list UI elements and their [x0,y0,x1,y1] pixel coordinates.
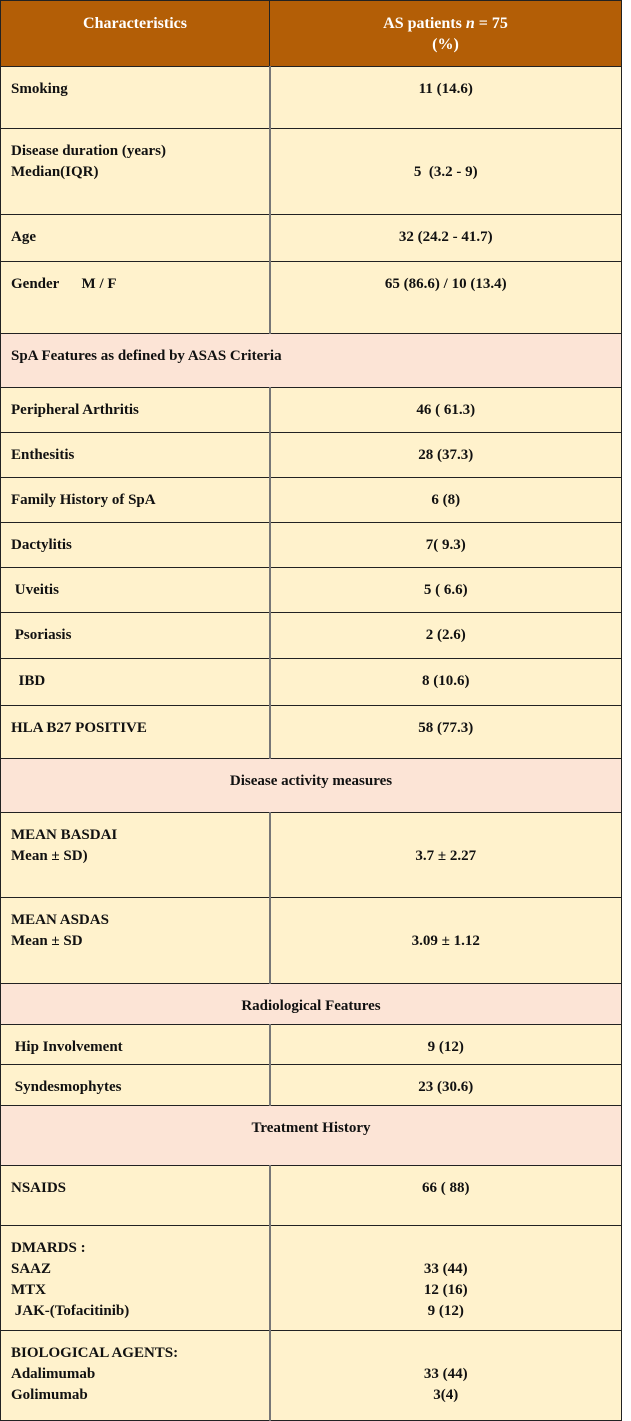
value-line [281,141,612,162]
section-row [1,759,622,813]
label-line: Enthesitis [11,447,75,463]
value-line: 3(4) [433,1387,459,1403]
label-line: Dactylitis [11,537,72,553]
label-line: HLA B27 POSITIVE [11,720,147,736]
header-percent: (%) [432,36,459,53]
table-row [1,129,622,215]
patient-value [270,706,622,759]
label-line: Mean ± SD) [11,848,88,864]
value-line: 5 ( 6.6) [423,582,468,598]
characteristic-label [1,215,270,262]
characteristic-label [1,813,270,898]
table-row [1,659,622,706]
characteristic-label [1,659,270,706]
value-line: 9 (12) [427,1303,464,1319]
patient-value [270,659,622,706]
table-row [1,813,622,898]
characteristic-label [1,1166,270,1226]
label-line: Gender M / F [11,276,117,292]
value-line: 65 (86.6) / 10 (13.4) [384,276,507,292]
value-line [281,910,612,931]
characteristic-label [1,129,270,215]
table-row [1,898,622,984]
table-row [1,613,622,659]
value-line: 23 (30.6) [418,1079,474,1095]
value-line: 12 (16) [423,1282,468,1298]
label-line: Hip Involvement [11,1039,123,1055]
label-line: MEAN BASDAI [11,827,118,843]
characteristic-label [1,1226,270,1331]
table-row [1,262,622,334]
characteristic-label [1,613,270,659]
section-title: Radiological Features [1,984,622,1025]
header-text: = 75 [474,15,508,32]
value-line: 58 (77.3) [418,720,474,736]
patient-value [270,613,622,659]
table-row [1,388,622,433]
table-row [1,1331,622,1421]
table-row [1,215,622,262]
section-title: SpA Features as defined by ASAS Criteria [1,334,622,388]
table-row [1,67,622,129]
value-line: 66 ( 88) [422,1180,470,1196]
label-line: Uveitis [11,582,59,598]
patient-value [270,478,622,523]
section-row [1,1106,622,1166]
label-line: Syndesmophytes [11,1079,122,1095]
patient-value [270,262,622,334]
section-title: Disease activity measures [1,759,622,813]
table-row [1,706,622,759]
patient-value [270,129,622,215]
label-line: SAAZ [11,1261,52,1277]
label-line: Median(IQR) [11,164,99,180]
patient-value [270,1331,622,1421]
value-line: 11 (14.6) [418,81,473,97]
label-line: NSAIDS [11,1180,67,1196]
label-line: Disease duration (years) [11,143,166,159]
table-row [1,478,622,523]
value-line: 28 (37.3) [418,447,474,463]
patient-value [270,1166,622,1226]
characteristic-label [1,1065,270,1106]
characteristic-label [1,706,270,759]
value-line: 5 (3.2 - 9) [413,164,478,180]
patient-value [270,813,622,898]
label-line: MEAN ASDAS [11,912,109,928]
value-line: 32 (24.2 - 41.7) [398,229,493,245]
label-line: Age [11,229,36,245]
table-row [1,568,622,613]
patient-value [270,1226,622,1331]
patient-value [270,215,622,262]
table-row [1,1166,622,1226]
patient-value [270,1025,622,1065]
header-n: n [465,15,475,32]
label-line: Psoriasis [11,627,72,643]
value-line [281,825,612,846]
value-line: 7( 9.3) [425,537,466,553]
table-row [1,1065,622,1106]
label-line: MTX [11,1282,46,1298]
characteristic-label [1,898,270,984]
section-title: Treatment History [1,1106,622,1166]
value-line [281,1343,612,1364]
table-row [1,523,622,568]
label-line: BIOLOGICAL AGENTS: [11,1345,179,1361]
table-header [1,1,622,67]
value-line: 2 (2.6) [425,627,466,643]
characteristic-label [1,523,270,568]
characteristic-label [1,433,270,478]
characteristic-label [1,478,270,523]
patient-value [270,388,622,433]
characteristic-label [1,67,270,129]
value-line [281,1238,612,1259]
value-line: 46 ( 61.3) [416,402,476,418]
label-line: JAK-(Tofacitinib) [11,1303,130,1319]
label-line: IBD [11,673,46,689]
patient-value [270,523,622,568]
value-line: 33 (44) [423,1366,468,1382]
value-line: 33 (44) [423,1261,468,1277]
table-row [1,433,622,478]
patient-value [270,67,622,129]
header-characteristics: Characteristics [1,1,270,67]
header-as-patients [270,1,622,67]
characteristic-label [1,1025,270,1065]
patient-value [270,568,622,613]
characteristic-label [1,568,270,613]
label-line: Peripheral Arthritis [11,402,139,418]
table-row [1,1025,622,1065]
label-line: DMARDS : [11,1240,86,1256]
label-line: Golimumab [11,1387,88,1403]
label-line: Adalimumab [11,1366,96,1382]
characteristic-label [1,262,270,334]
characteristic-label [1,388,270,433]
patient-value [270,433,622,478]
label-line: Mean ± SD [11,933,83,949]
value-line: 6 (8) [431,492,461,508]
table-row [1,1226,622,1331]
patient-value [270,1065,622,1106]
characteristic-label [1,1331,270,1421]
value-line: 9 (12) [427,1039,464,1055]
section-row [1,334,622,388]
header-text: AS patients [383,15,466,32]
section-row [1,984,622,1025]
value-line: 3.7 ± 2.27 [415,848,477,864]
value-line: 3.09 ± 1.12 [411,933,480,949]
label-line: Smoking [11,81,68,97]
label-line: Family History of SpA [11,492,156,508]
patient-value [270,898,622,984]
value-line: 8 (10.6) [422,673,470,689]
